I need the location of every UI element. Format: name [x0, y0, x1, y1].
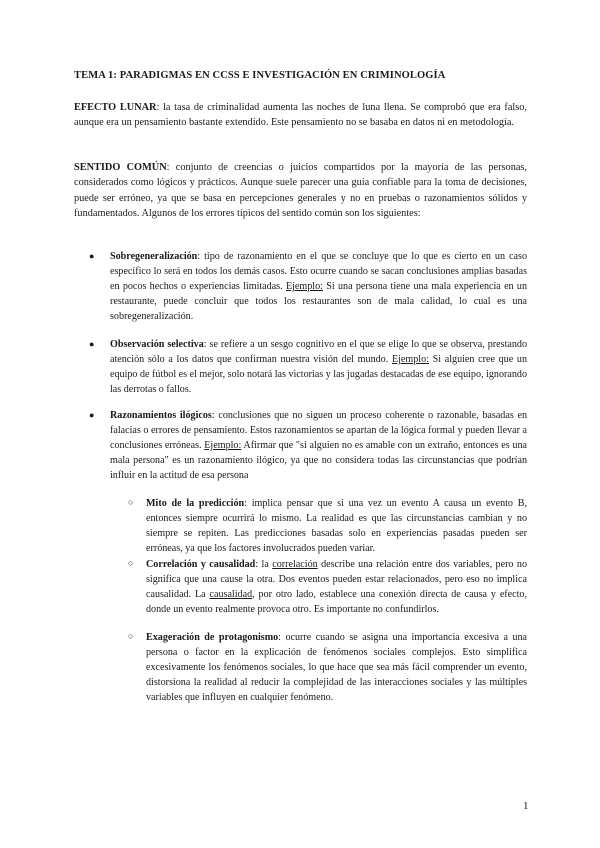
- sentido-comun-term: SENTIDO COMÚN: [74, 162, 167, 173]
- list-item-observacion-selectiva: [110, 337, 527, 397]
- subitem-text-2: describe una relación entre dos variables, pero no significa que una cause la otra. Dos eventos pueden estar relacionados, pero eso no implica causalidad. La: [146, 559, 528, 601]
- subitem-text: : ocurre cuando se asigna una importancia excesiva a una persona o factor en la explicación de fenómenos sociales complejos. Esto simplifica excesivamente los fenómenos sociales, lo que hace que sea más fácil comprender un evento, distorsiona la realidad al reducir la complejidad de las interacciones sociales y las múltiples variables que influyen en cualquier fenómeno.: [146, 632, 528, 704]
- example-label: Ejemplo:: [391, 354, 429, 366]
- list-item-text: : tipo de razonamiento en el que se concluye que lo que es cierto en un caso específico lo será en todos los demás casos. Esto ocurre cuando se sacan conclusiones amplias basadas en pocos hechos o experiencias limitadas.: [110, 251, 527, 293]
- correlacion-term: correlación: [272, 559, 318, 570]
- subitem-term: Mito de la predicción: [146, 498, 245, 509]
- subitem-term: Exageración de protagonismo: [146, 632, 279, 643]
- subitem-text-1: : la: [255, 559, 273, 570]
- list-item-text: : se refiere a un sesgo cognitivo en el que se elige lo que se observa, prestando atención sólo a los datos que confirman nuestra visión del mundo.: [110, 339, 527, 366]
- circle-bullet-marker: ○: [128, 631, 134, 641]
- efecto-lunar-paragraph: [74, 100, 527, 131]
- example-text: Si alguien cree que un equipo de fútbol es el mejor, solo notará las victorias y las jugadas destacadas de ese equipo, ignorando las derrotas o fallos.: [110, 354, 527, 396]
- subitem-text: : implica pensar que si una vez un evento A causa un evento B, entonces siempre ocurrirá lo mismo. La realidad es que las circunstancias cambian y no siempre se repiten. Las predicciones basadas solo en experiencias pasadas pueden ser erróneas, ya que los factores involucrados pueden variar.: [146, 498, 527, 555]
- example-label: Ejemplo:: [285, 281, 323, 293]
- example-label: Ejemplo:: [204, 440, 242, 452]
- list-item-sobregeneralizacion: [110, 249, 527, 324]
- bullet-marker: ●: [89, 410, 95, 420]
- causalidad-term: causalidad: [209, 589, 253, 601]
- circle-bullet-marker: ○: [128, 558, 134, 568]
- sentido-comun-text: : conjunto de creencias o juicios compartidos por la mayoría de las personas, considerados como lógicos y prácticos. Aunque suele parecer una guía confiable para la toma de decisiones, puede ser erróneo, ya que se basa en percepciones generales y no en pruebas o razonamientos sólidos y fundamentados. Algunos de los errores típicos del sentido común son los siguientes:: [74, 162, 527, 219]
- list-item-term: Razonamientos ilógicos: [110, 410, 212, 421]
- circle-bullet-marker: ○: [128, 497, 134, 507]
- list-item-razonamientos-ilogicos: [110, 408, 527, 483]
- page-title: TEMA 1: PARADIGMAS EN CCSS E INVESTIGACIÓN EN CRIMINOLOGÍA: [74, 70, 446, 81]
- subitem-exageracion-protagonismo: [146, 630, 527, 705]
- list-item-text: : conclusiones que no siguen un proceso coherente o razonable, basadas en falacias o errores de pensamiento. Estos razonamientos se apartan de la lógica formal y pueden llevar a conclusiones erróneas.: [110, 410, 527, 452]
- bullet-marker: ●: [89, 251, 95, 261]
- example-text: Si una persona tiene una mala experiencia en un restaurante, puede concluir que todos los restaurantes son de mala calidad, lo cual es una sobregeneralización.: [110, 281, 527, 323]
- page-number: 1: [523, 800, 529, 812]
- list-item-term: Observación selectiva: [110, 339, 204, 350]
- subitem-mito-prediccion: [146, 496, 527, 556]
- example-text: Afirmar que "si alguien no es amable con un extraño, entonces es una mala persona" es un razonamiento ilógico, ya que no considera todas las circunstancias que podrían influir en la actitud de esa persona: [110, 440, 527, 482]
- subitem-text-3: , por otro lado, establece una conexión directa de causa y efecto, donde un evento realmente provoca otro. Es importante no confundirlos.: [146, 589, 527, 616]
- efecto-lunar-text: : la tasa de criminalidad aumenta las noches de luna llena. Se comprobó que era falso, aunque era un pensamiento bastante extendido. Este pensamiento no se basaba en datos ni en metodología.: [74, 102, 527, 129]
- bullet-marker: ●: [89, 339, 95, 349]
- sentido-comun-paragraph: [74, 160, 527, 221]
- efecto-lunar-term: EFECTO LUNAR: [74, 102, 157, 113]
- subitem-correlacion-causalidad: [146, 557, 527, 617]
- list-item-term: Sobregeneralización: [110, 251, 198, 262]
- subitem-term: Correlación y causalidad: [146, 559, 256, 570]
